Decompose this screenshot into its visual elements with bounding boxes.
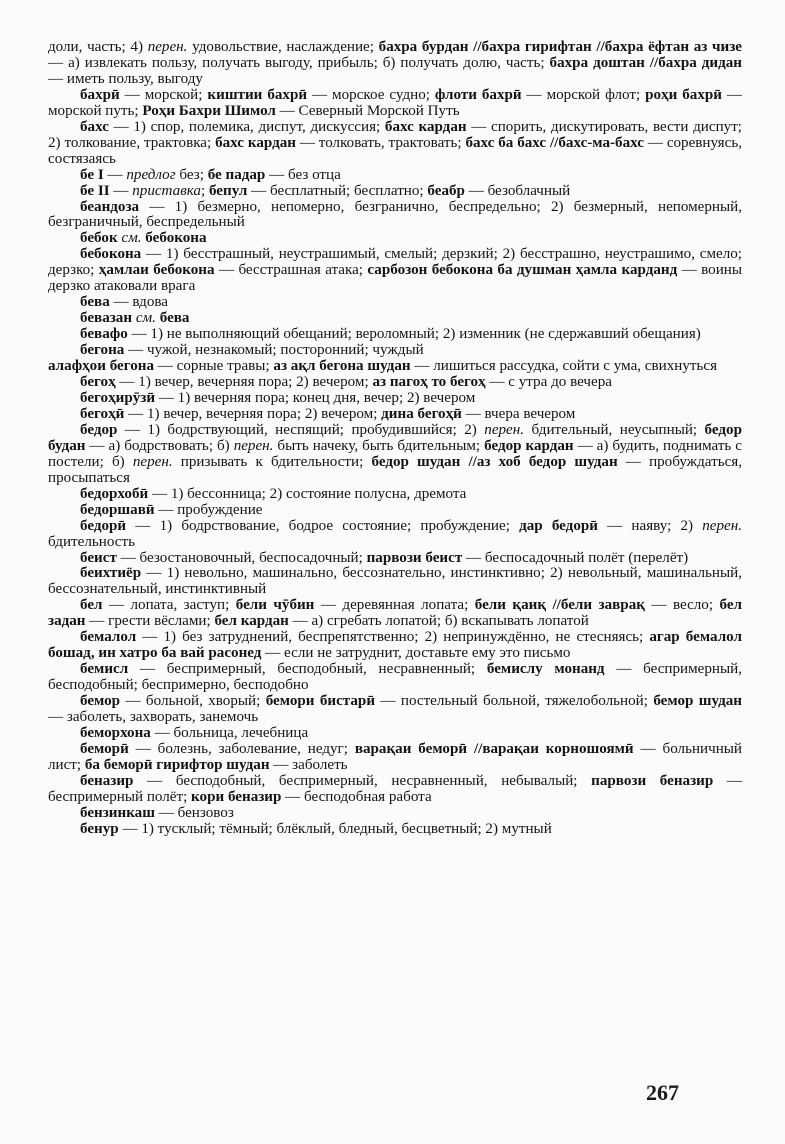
- dictionary-entry: [48, 359, 742, 375]
- definition-text: — 1) невольно, машинально, бессознательно, инстинктивно; 2) невольный, машинальный, бессознательный, инстинктивный: [48, 565, 742, 598]
- definition-text: — а) бодрствовать; б): [85, 437, 234, 454]
- dictionary-entry: [48, 598, 742, 630]
- definition-text: — бесплатный; бесплатно;: [247, 182, 428, 199]
- definition-text: —: [109, 182, 133, 199]
- phrase: бемор шудан: [653, 693, 742, 710]
- definition-text: бдительный, неусыпный;: [524, 421, 705, 438]
- definition-text: — Северный Морской Путь: [275, 102, 460, 119]
- definition-text: доли, часть; 4): [48, 39, 148, 55]
- headword: бе II: [80, 182, 110, 199]
- definition-text: — безостановочный, беспосадочный;: [116, 549, 367, 566]
- phrase: парвози беист: [366, 549, 463, 566]
- definition-text: быть начеку, быть бдительным;: [273, 437, 485, 454]
- definition-text: — весло;: [644, 597, 720, 614]
- definition-text: — беспримерный, бесподобный, несравненный;: [128, 661, 487, 678]
- page-number: 267: [646, 1080, 679, 1105]
- phrase: киштии бахрӣ: [207, 86, 308, 103]
- headword: бебокона: [80, 246, 142, 263]
- dictionary-entry: [48, 168, 742, 184]
- grammar-label: перен.: [233, 437, 274, 454]
- headword: беморхона: [80, 724, 151, 741]
- dictionary-entry: [48, 407, 742, 423]
- definition-text: — пробуждение: [154, 501, 263, 518]
- definition-text: призывать к бдительности;: [172, 453, 372, 470]
- definition-text: — соревнуясь, состязаясь: [48, 134, 742, 167]
- definition-text: — заболеть, захворать, занемочь: [48, 709, 259, 726]
- dictionary-entry: [48, 503, 742, 519]
- dictionary-entry: [48, 247, 742, 295]
- definition-text: — вчера вечером: [461, 405, 576, 422]
- headword: бегоҳирӯзӣ: [80, 389, 156, 406]
- dictionary-entry: [48, 694, 742, 726]
- phrase: дина бегоҳӣ: [381, 405, 462, 422]
- dictionary-entry: [48, 487, 742, 503]
- definition-text: — больница, лечебница: [150, 724, 309, 741]
- phrase: бепул: [208, 182, 248, 199]
- headword: бахс: [80, 118, 109, 135]
- definition-text: — беспосадочный полёт (перелёт): [462, 549, 689, 566]
- definition-text: — беспримерный полёт;: [48, 772, 742, 805]
- definition-text: — наяву; 2): [597, 517, 703, 534]
- phrase: бе падар: [207, 166, 266, 183]
- definition-text: — 1) безмерно, непомерно, безгранично, беспредельно; 2) безмерный, непомерный, безграничный, беспредельный: [48, 198, 742, 231]
- definition-text: — беспримерный, бесподобный; беспримерно, бесподобно: [48, 661, 743, 694]
- dictionary-entry: [48, 231, 742, 247]
- definition-text: — бесстрашная атака;: [214, 262, 368, 279]
- headword: бедоршавӣ: [80, 501, 155, 518]
- definition-text: — 1) тусклый; тёмный; блёклый, бледный, бесцветный; 2) мутный: [118, 820, 552, 837]
- dictionary-entry: [48, 423, 742, 487]
- phrase: бедор будан: [48, 421, 742, 454]
- definition-text: — с утра до вечера: [485, 374, 612, 391]
- definition-text: — иметь пользу, выгоду: [48, 70, 203, 87]
- phrase: дар бедорӣ: [519, 517, 598, 534]
- headword: беназир: [80, 772, 134, 789]
- definition-text: — бесподобный, беспримерный, несравненный, небывалый;: [133, 772, 592, 789]
- headword: бедорхобӣ: [80, 485, 149, 502]
- definition-text: — морской;: [119, 86, 208, 103]
- grammar-label: перен.: [132, 453, 173, 470]
- grammar-label: перен.: [147, 39, 188, 55]
- definition-text: — 1) бодрствующий, неспящий; пробудившийся; 2): [117, 421, 485, 438]
- headword: бедорӣ: [80, 517, 127, 534]
- dictionary-entry: [48, 774, 742, 806]
- headword: бемалол: [80, 629, 137, 646]
- headword: бе I: [80, 166, 104, 183]
- phrase: бедор кардан: [484, 437, 574, 454]
- headword: бемор: [80, 693, 121, 710]
- phrase: бемори бистарӣ: [265, 693, 376, 710]
- definition-text: — толковать, трактовать;: [295, 134, 466, 151]
- headword: беандоза: [80, 198, 140, 215]
- headword: бегоҳӣ: [80, 405, 125, 422]
- phrase: бахс кардан: [384, 118, 467, 135]
- dictionary-entry: [48, 343, 742, 359]
- headword: бебок: [80, 230, 118, 247]
- dictionary-entry: [48, 327, 742, 343]
- definition-text: — постельный больной, тяжелобольной;: [375, 693, 654, 710]
- grammar-label: перен.: [484, 421, 525, 438]
- headword: бахрӣ: [80, 86, 120, 103]
- phrase: бахра бурдан //бахра гирифтан //бахра ёфтан аз чизе: [378, 39, 743, 55]
- headword: бедор: [80, 421, 118, 438]
- definition-text: — сорные травы;: [154, 358, 274, 375]
- phrase: бахс ба бахс //бахс-ма-бахс: [465, 134, 644, 151]
- dictionary-entry: [48, 311, 742, 327]
- dictionary-entry: [48, 551, 742, 567]
- definition-text: — 1) бодрствование, бодрое состояние; пробуждение;: [126, 517, 520, 534]
- headword: бенур: [80, 820, 119, 837]
- headword: бевазан: [80, 310, 133, 327]
- dictionary-entry: [48, 742, 742, 774]
- phrase: алафҳои бегона: [48, 358, 155, 375]
- phrase: сарбозон бебокона ба душман ҳамла карданд: [367, 262, 678, 279]
- definition-text: — больной, хворый;: [120, 693, 266, 710]
- grammar-label: приставка: [132, 182, 201, 199]
- definition-text: — пробуждаться, просыпаться: [48, 453, 742, 486]
- dictionary-entry: [48, 88, 742, 120]
- definition-text: — воины дерзко атаковали врага: [48, 262, 743, 295]
- definition-text: — морской путь;: [48, 86, 743, 119]
- phrase: бахра доштан //бахра дидан: [549, 54, 742, 71]
- grammar-label: перен.: [702, 517, 742, 534]
- definition-text: — бесподобная работа: [281, 788, 432, 805]
- definition-text: — больничный лист;: [48, 740, 742, 773]
- phrase: бемислу монанд: [486, 661, 605, 678]
- phrase: бел кардан: [214, 613, 289, 630]
- definition-text: — без отца: [265, 166, 341, 183]
- phrase: бел задан: [48, 597, 743, 630]
- headword: беморӣ: [80, 740, 129, 757]
- definition-text: ;: [200, 182, 209, 199]
- definition-text: — а) будить, поднимать с постели; б): [48, 437, 742, 470]
- definition-text: — 1) вечер, вечерняя пора; 2) вечером;: [115, 374, 373, 391]
- dictionary-entries: [48, 40, 742, 838]
- dictionary-entry: [48, 184, 742, 200]
- phrase: роҳи бахрӣ: [645, 86, 722, 103]
- phrase: аз ақл бегона шудан: [273, 358, 411, 375]
- dictionary-entry: [48, 822, 742, 838]
- definition-text: удовольствие, наслаждение;: [187, 39, 379, 55]
- definition-text: без;: [175, 166, 208, 183]
- definition-text: — если не затруднит, доставьте ему это письмо: [261, 645, 571, 662]
- definition-text: —: [103, 166, 127, 183]
- headword: бева: [80, 294, 110, 311]
- grammar-label: см.: [121, 230, 142, 247]
- grammar-label: см.: [135, 310, 156, 327]
- definition-text: — вдова: [109, 294, 168, 311]
- phrase: кори беназир: [191, 788, 282, 805]
- definition-text: — 1) вечер, вечерняя пора; 2) вечером;: [124, 405, 382, 422]
- headword: бегона: [80, 342, 125, 359]
- dictionary-entry: [48, 566, 742, 598]
- headword: беист: [80, 549, 117, 566]
- phrase: флоти бахрӣ: [434, 86, 522, 103]
- dictionary-entry: [48, 40, 742, 88]
- definition-text: — чужой, незнакомый; посторонний; чуждый: [124, 342, 424, 359]
- dictionary-entry: [48, 120, 742, 168]
- headword: бевафо: [80, 326, 128, 343]
- definition-text: — безоблачный: [464, 182, 571, 199]
- definition-text: — 1) без затруднений, беспрепятственно; 2) непринуждённо, не стесняясь;: [136, 629, 650, 646]
- phrase: бебокона: [141, 230, 207, 247]
- definition-text: — болезнь, заболевание, недуг;: [128, 740, 355, 757]
- dictionary-entry: [48, 519, 742, 551]
- definition-text: — спорить, дискутировать, вести диспут; 2) толкование, трактовка;: [48, 118, 743, 151]
- definition-text: — грести вёслами;: [85, 613, 215, 630]
- definition-text: — бензовоз: [154, 804, 234, 821]
- phrase: ҳамлаи бебокона: [98, 262, 215, 279]
- phrase: бедор шудан //аз хоб бедор шудан: [371, 453, 618, 470]
- phrase: Роҳи Бахри Шимол: [142, 102, 276, 119]
- dictionary-entry: [48, 806, 742, 822]
- dictionary-entry: [48, 295, 742, 311]
- definition-text: — морское судно;: [307, 86, 435, 103]
- phrase: ба беморӣ гирифтор шудан: [84, 756, 270, 773]
- definition-text: бдительность: [48, 533, 135, 550]
- definition-text: — 1) бессонница; 2) состояние полусна, дремота: [148, 485, 467, 502]
- phrase: агар бемалол бошад, ин хатро ба вай расонед: [48, 629, 742, 662]
- phrase: бели қаиқ //бели заврақ: [474, 597, 645, 614]
- headword: бемисл: [80, 661, 129, 678]
- dictionary-entry: [48, 726, 742, 742]
- phrase: бева: [155, 310, 190, 327]
- definition-text: — лопата, заступ;: [102, 597, 236, 614]
- definition-text: — а) извлекать пользу, получать выгоду, прибыль; б) получать долю, часть;: [48, 54, 550, 71]
- definition-text: — 1) спор, полемика, диспут, дискуссия;: [108, 118, 385, 135]
- dictionary-entry: [48, 375, 742, 391]
- definition-text: — морской флот;: [521, 86, 646, 103]
- headword: бегоҳ: [80, 374, 116, 391]
- dictionary-entry: [48, 630, 742, 662]
- grammar-label: предлог: [126, 166, 176, 183]
- phrase: беабр: [427, 182, 465, 199]
- phrase: аз пагоҳ то бегоҳ: [372, 374, 486, 391]
- definition-text: — 1) не выполняющий обещаний; вероломный; 2) изменник (не сдержавший обещания): [127, 326, 701, 343]
- definition-text: — деревянная лопата;: [314, 597, 475, 614]
- phrase: бели чӯбин: [235, 597, 315, 614]
- phrase: бахс кардан: [215, 134, 296, 151]
- headword: бел: [80, 597, 103, 614]
- definition-text: — заболеть: [269, 756, 348, 773]
- phrase: варақаи беморӣ //варақаи корношоямӣ: [354, 740, 634, 757]
- dictionary-entry: [48, 200, 742, 232]
- phrase: парвози беназир: [591, 772, 714, 789]
- headword: бензинкаш: [80, 804, 155, 821]
- dictionary-entry: [48, 391, 742, 407]
- dictionary-entry: [48, 662, 742, 694]
- headword: беихтиёр: [80, 565, 142, 582]
- definition-text: — а) сгребать лопатой; б) вскапывать лопатой: [288, 613, 589, 630]
- definition-text: — лишиться рассудка, сойти с ума, свихнуться: [410, 358, 718, 375]
- definition-text: — 1) вечерняя пора; конец дня, вечер; 2) вечером: [155, 389, 476, 406]
- definition-text: — 1) бесстрашный, неустрашимый, смелый; дерзкий; 2) бесстрашно, неустрашимо, смело; дерзко;: [48, 246, 742, 279]
